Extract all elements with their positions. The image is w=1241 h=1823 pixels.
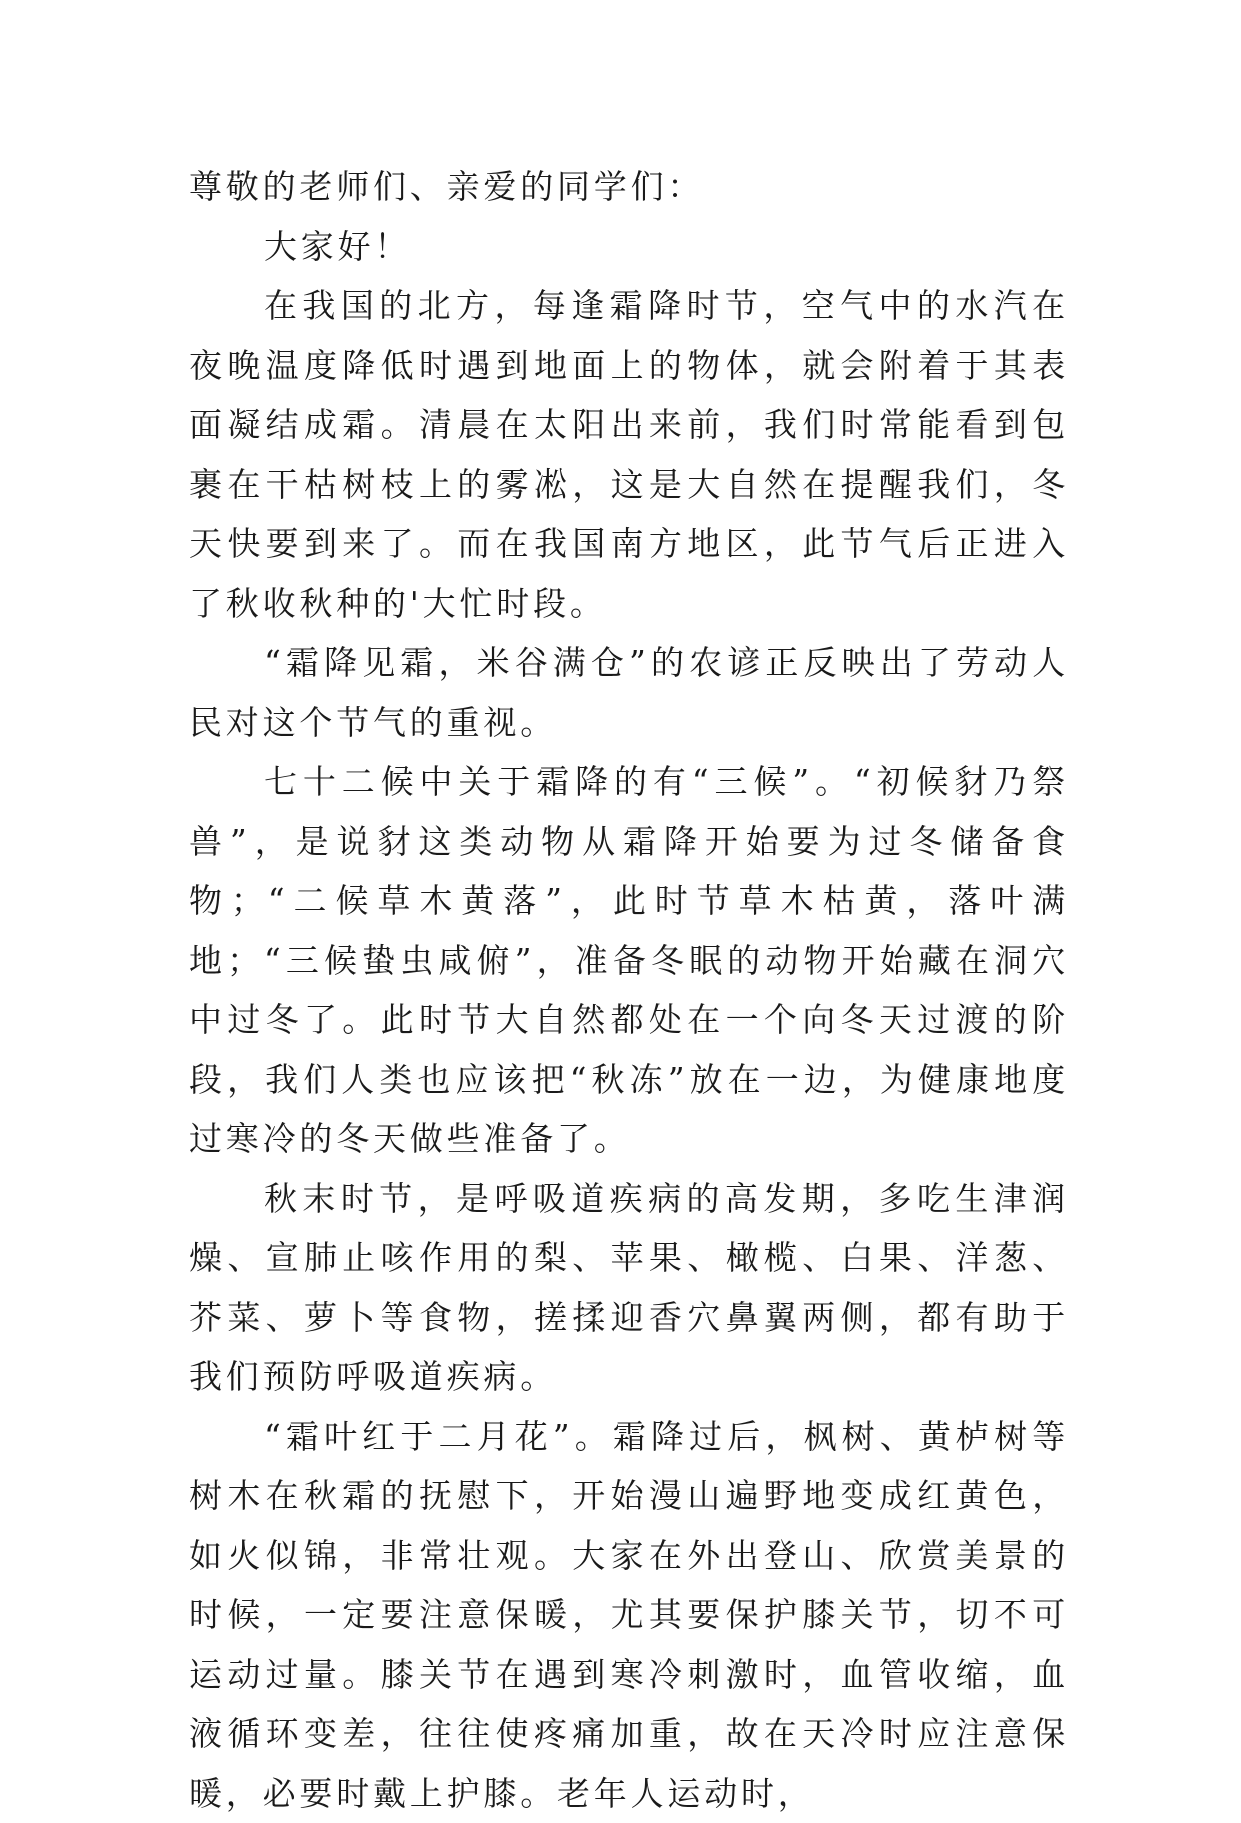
paragraph: 在我国的北方，每逢霜降时节，空气中的水汽在夜晚温度降低时遇到地面上的物体，就会附着于其表面凝结成霜。清晨在太阳出来前，我们时常能看到包裹在干枯树枝上的雾凇，这是大自然在提醒我们，冬天快要到来了。而在我国南方地区，此节气后正进入了秋收秋种的'大忙时段。 [189,276,1069,633]
paragraph: “霜降见霜，米谷满仓”的农谚正反映出了劳动人民对这个节气的重视。 [189,633,1069,752]
speech-body [189,157,1069,1823]
paragraph: 七十二候中关于霜降的有“三候”。“初候豺乃祭兽”，是说豺这类动物从霜降开始要为过冬储备食物；“二候草木黄落”，此时节草木枯黄，落叶满地；“三候蛰虫咸俯”，准备冬眠的动物开始藏在洞穴中过冬了。此时节大自然都处在一个向冬天过渡的阶段，我们人类也应该把“秋冻”放在一边，为健康地度过寒冷的冬天做些准备了。 [189,752,1069,1169]
salutation: 尊敬的老师们、亲爱的同学们： [189,157,1069,217]
paragraph: 秋末时节，是呼吸道疾病的高发期，多吃生津润燥、宣肺止咳作用的梨、苹果、橄榄、白果、洋葱、芥菜、萝卜等食物，搓揉迎香穴鼻翼两侧，都有助于我们预防呼吸道疾病。 [189,1169,1069,1407]
greeting: 大家好！ [189,217,1069,277]
paragraph: “霜叶红于二月花”。霜降过后，枫树、黄栌树等树木在秋霜的抚慰下，开始漫山遍野地变成红黄色，如火似锦，非常壮观。大家在外出登山、欣赏美景的时候，一定要注意保暖，尤其要保护膝关节，切不可运动过量。膝关节在遇到寒冷刺激时，血管收缩，血液循环变差，往往使疼痛加重，故在天冷时应注意保暖，必要时戴上护膝。老年人运动时， [189,1407,1069,1823]
